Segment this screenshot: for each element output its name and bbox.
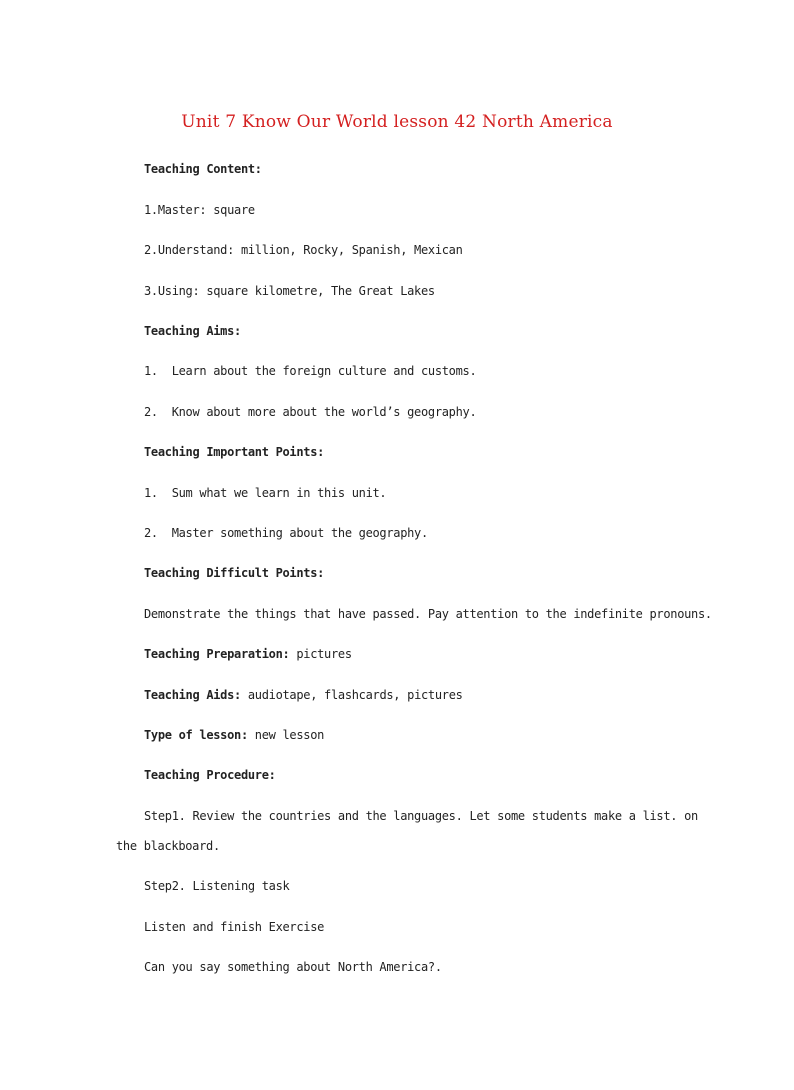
content-item-1: 1.Master: square (144, 203, 255, 217)
document-title: Unit 7 Know Our World lesson 42 North America (181, 112, 613, 132)
teaching-content-heading: Teaching Content: (144, 162, 262, 176)
type-line (144, 728, 324, 742)
question-line: Can you say something about North America?. (144, 960, 442, 974)
listen-line: Listen and finish Exercise (144, 920, 325, 934)
aims-item-2: 2. Know about more about the world’s geography. (144, 405, 477, 419)
important-item-1: 1. Sum what we learn in this unit. (144, 486, 387, 500)
step2-line: Step2. Listening task (144, 879, 290, 893)
type-value: new lesson (247, 728, 325, 742)
important-item-2: 2. Master something about the geography. (144, 526, 428, 540)
preparation-line (144, 647, 352, 661)
teaching-aims-heading: Teaching Aims: (144, 324, 241, 338)
step1-line-2: the blackboard. (116, 839, 220, 853)
preparation-value: pictures (289, 647, 352, 661)
type-label: Type of lesson: (144, 728, 248, 742)
content-item-3: 3.Using: square kilometre, The Great Lakes (144, 284, 435, 298)
difficult-points-heading: Teaching Difficult Points: (144, 566, 325, 580)
difficult-points-text: Demonstrate the things that have passed. Pay attention to the indefinite pronouns. (144, 607, 712, 621)
aids-line (144, 688, 463, 702)
procedure-heading: Teaching Procedure: (144, 768, 276, 782)
aids-value: audiotape, flashcards, pictures (240, 688, 463, 702)
step1-line-1: Step1. Review the countries and the languages. Let some students make a list. on (144, 809, 698, 823)
preparation-label: Teaching Preparation: (144, 647, 290, 661)
aids-label: Teaching Aids: (144, 688, 241, 702)
important-points-heading: Teaching Important Points: (144, 445, 325, 459)
aims-item-1: 1. Learn about the foreign culture and customs. (144, 364, 477, 378)
content-item-2: 2.Understand: million, Rocky, Spanish, Mexican (144, 243, 463, 257)
